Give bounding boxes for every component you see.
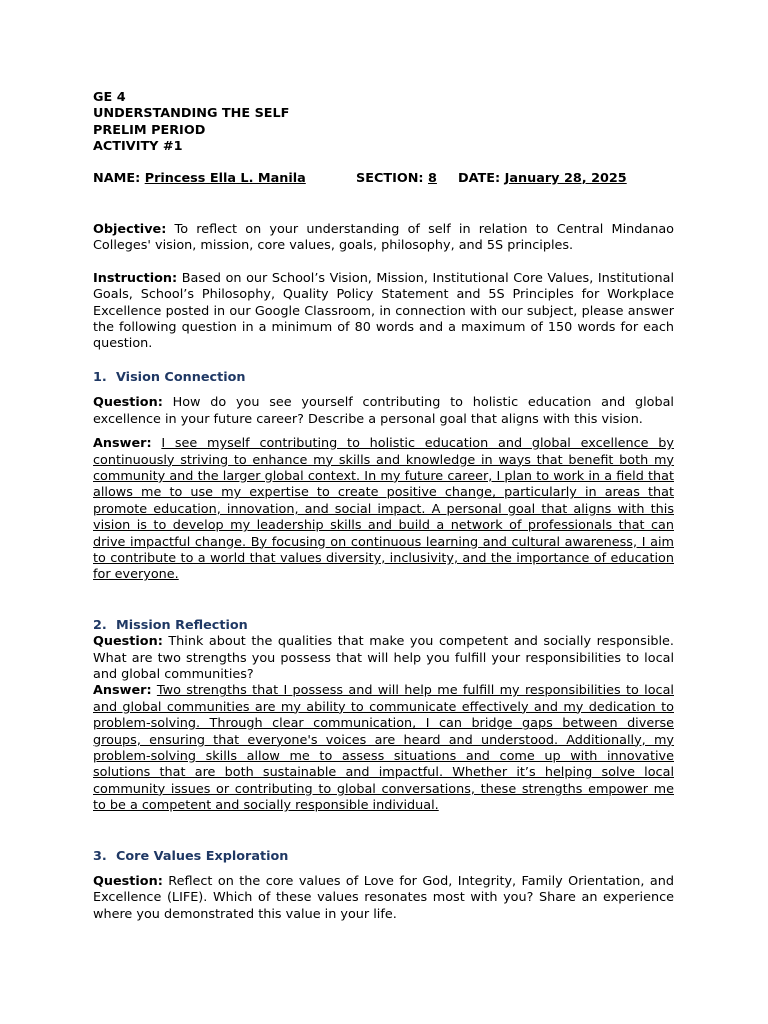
question-text: Think about the qualities that make you competent and socially responsible. What are two strengths you possess that will help you fulfill your responsibilities to local and global communities? bbox=[93, 634, 675, 682]
objective-paragraph bbox=[93, 222, 674, 255]
section-field bbox=[356, 171, 458, 187]
section-1-answer bbox=[93, 436, 674, 584]
section-1-question bbox=[93, 395, 674, 428]
answer-label: Answer: bbox=[93, 683, 152, 699]
section-label: SECTION: bbox=[356, 170, 424, 186]
section-1-title bbox=[93, 370, 674, 386]
section-1-title-text: Vision Connection bbox=[116, 369, 246, 385]
activity-label: ACTIVITY #1 bbox=[93, 139, 183, 155]
question-text: How do you see yourself contributing to holistic education and global excellence in your future career? Describe a personal goal that aligns with this vision. bbox=[93, 395, 674, 427]
student-info-row bbox=[93, 171, 674, 187]
name-label: NAME: bbox=[93, 170, 141, 186]
answer-text: Two strengths that I possess and will help me fulfill my responsibilities to local and global communities are my ability to communicate effectively and my dedication to problem-solving. Through clear communication, I can bridge gaps between diverse groups, ensuring that everyone's voices are heard and understood. Additionally, my problem-solving skills allow me to assess situations and come up with innovative solutions that are both sustainable and impactful. Whether it’s helping solve local community issues or contributing to global conversations, these strengths empower me to be a competent and socially responsible individual. bbox=[93, 683, 674, 814]
section-2-question bbox=[93, 634, 674, 683]
section-3-title-text: Core Values Exploration bbox=[116, 848, 289, 864]
date-value: January 28, 2025 bbox=[504, 170, 627, 186]
section-2-number: 2. bbox=[93, 617, 107, 633]
answer-text: I see myself contributing to holistic education and global excellence by continuously striving to enhance my skills and knowledge in ways that benefit both my community and the larger global context. In my future career, I plan to work in a field that allows me to use my expertise to create positive change, particularly in areas that promote education, innovation, and social impact. A personal goal that aligns with this vision is to develop my leadership skills and build a network of professionals that can drive impactful change. By focusing on continuous learning and cultural awareness, I aim to contribute to a world that values diversity, inclusivity, and the importance of education for everyone. bbox=[93, 436, 674, 583]
question-label: Question: bbox=[93, 395, 163, 411]
section-3-title bbox=[93, 849, 674, 865]
section-3-question bbox=[93, 874, 674, 923]
course-code: GE 4 bbox=[93, 90, 126, 105]
date-label: DATE: bbox=[458, 170, 501, 186]
question-label: Question: bbox=[93, 874, 163, 890]
course-title: UNDERSTANDING THE SELF bbox=[93, 106, 290, 122]
date-field bbox=[458, 171, 627, 187]
instruction-paragraph bbox=[93, 271, 674, 353]
section-2-answer bbox=[93, 683, 674, 814]
question-text: Reflect on the core values of Love for God, Integrity, Family Orientation, and Excellence (LIFE). Which of these values resonates most with you? Share an experience where you demonstrated this value in your life. bbox=[93, 874, 674, 922]
section-2-title bbox=[93, 618, 674, 634]
document-page bbox=[93, 90, 674, 923]
instruction-label: Instruction: bbox=[93, 270, 178, 286]
question-label: Question: bbox=[93, 634, 163, 650]
section-1-number: 1. bbox=[93, 369, 107, 385]
instruction-text: Based on our School’s Vision, Mission, Institutional Core Values, Institutional Goals, School’s Philosophy, Quality Policy Statement and 5S Principles for Workplace Excellence posted in our Google Classroom, in connection with our subject, please answer the following question in a minimum of 80 words and a maximum of 150 words for each question. bbox=[93, 270, 675, 352]
period-label: PRELIM PERIOD bbox=[93, 122, 206, 138]
name-value: Princess Ella L. Manila bbox=[144, 170, 306, 186]
section-3-number: 3. bbox=[93, 848, 107, 864]
section-2-title-text: Mission Reflection bbox=[116, 617, 248, 633]
answer-label: Answer: bbox=[93, 436, 152, 452]
objective-label: Objective: bbox=[93, 222, 167, 238]
name-field bbox=[93, 171, 356, 187]
objective-text: To reflect on your understanding of self in relation to Central Mindanao Colleges' vision, mission, core values, goals, philosophy, and 5S principles. bbox=[93, 222, 674, 254]
section-value: 8 bbox=[428, 170, 437, 186]
